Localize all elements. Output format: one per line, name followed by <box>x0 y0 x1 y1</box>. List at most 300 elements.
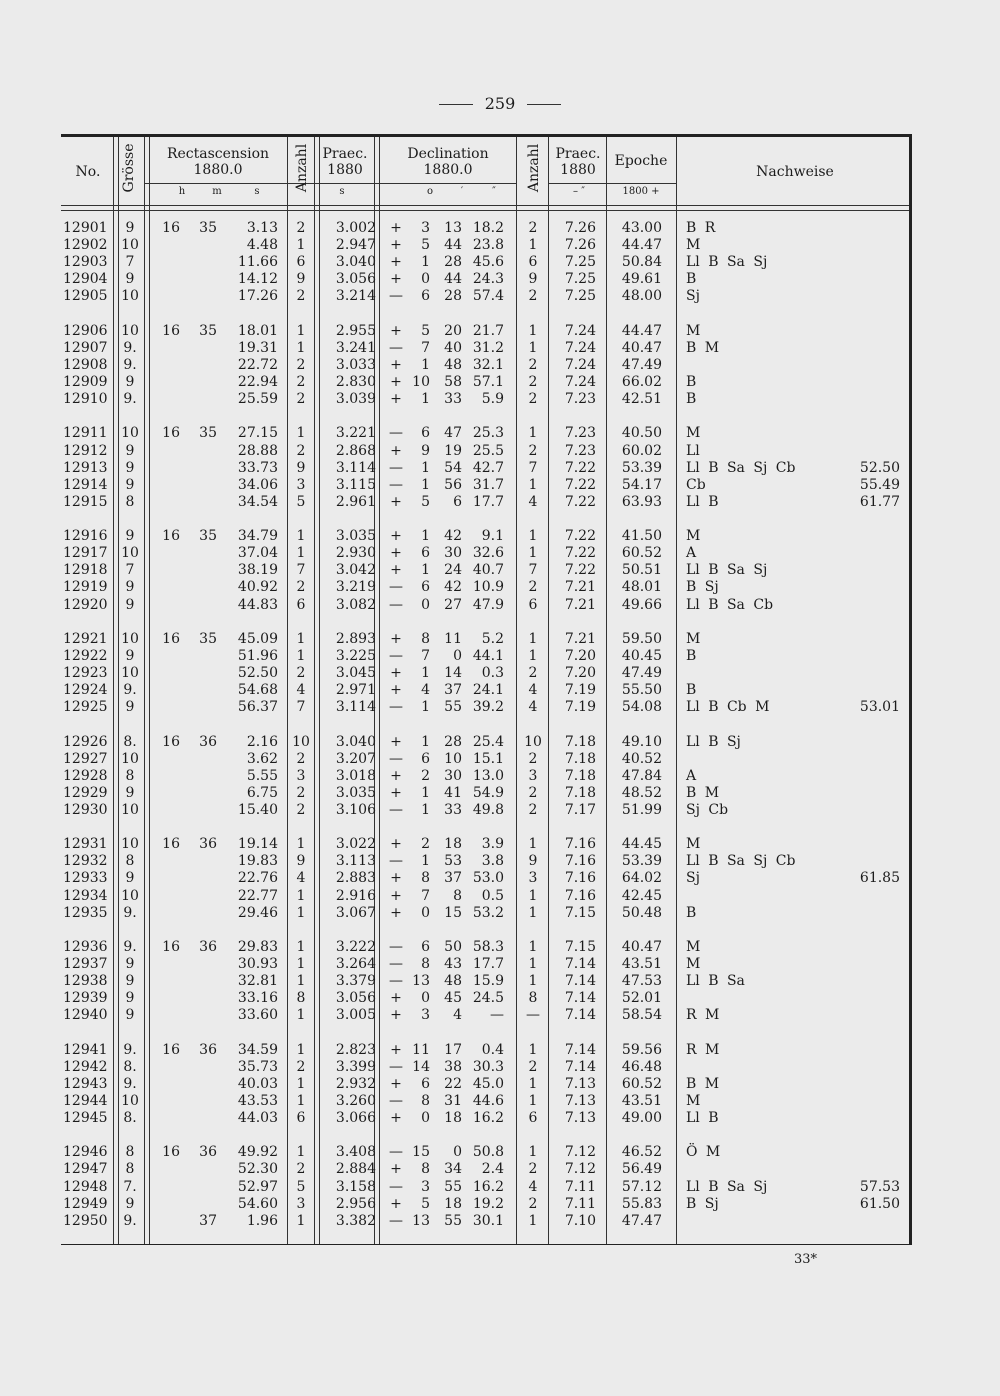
precession-ra-cell: 3.114 <box>335 699 376 716</box>
magnitude-cell: 9 <box>125 442 135 459</box>
decl-degrees-cell: 7 <box>421 647 430 664</box>
decl-minutes-cell: 0 <box>453 1144 462 1161</box>
precession-decl-cell: 7.18 <box>564 750 596 767</box>
decl-degrees-cell: 11 <box>412 1041 430 1058</box>
count-2-cell: 1 <box>528 476 538 493</box>
epoch-cell: 40.47 <box>621 339 662 356</box>
decl-degrees-cell: 5 <box>421 493 430 510</box>
table-row <box>0 528 1000 545</box>
header-rectascension: Rectascension <box>166 146 270 162</box>
epoch-cell: 60.02 <box>621 442 662 459</box>
decl-seconds-cell: 10.9 <box>472 579 504 596</box>
count-2-cell: 1 <box>528 339 538 356</box>
decl-seconds-cell: 53.2 <box>472 904 504 921</box>
decl-minutes-cell: 28 <box>444 733 462 750</box>
magnitude-cell: 8. <box>123 1058 137 1075</box>
epoch-cell: 47.84 <box>621 767 662 784</box>
decl-sign-cell: + <box>390 767 402 784</box>
magnitude-cell: 9. <box>123 1075 137 1092</box>
decl-seconds-cell: 45.0 <box>472 1075 504 1092</box>
references-cell: Ll B <box>686 493 719 510</box>
table-row <box>0 1213 1000 1230</box>
decl-sign-cell: + <box>390 322 402 339</box>
count-cell: 2 <box>296 391 306 408</box>
count-2-cell: 1 <box>528 647 538 664</box>
decl-sign-cell: — <box>389 956 403 972</box>
table-row <box>0 579 1000 596</box>
magnitude-cell: 8 <box>125 1161 135 1178</box>
ra-seconds-cell: 1.96 <box>246 1212 278 1229</box>
precession-decl-cell: 7.14 <box>564 956 596 972</box>
decl-minutes-cell: 37 <box>444 682 462 699</box>
decl-degrees-cell: 8 <box>421 870 430 887</box>
count-2-cell: 1 <box>528 630 538 647</box>
decl-sign-cell: + <box>390 1195 402 1212</box>
decl-degrees-cell: 1 <box>421 391 430 408</box>
count-cell: 2 <box>296 750 306 767</box>
decl-seconds-cell: 17.7 <box>472 493 504 510</box>
decl-sign-cell: — <box>389 1212 403 1229</box>
magnitude-cell: 10 <box>121 425 139 442</box>
decl-minutes-cell: 22 <box>444 1075 462 1092</box>
precession-decl-cell: 7.15 <box>564 938 596 955</box>
ra-seconds-cell: 45.09 <box>237 630 278 647</box>
count-2-cell: 2 <box>528 665 538 681</box>
count-cell: 1 <box>296 647 306 664</box>
precession-decl-cell: 7.20 <box>564 647 596 664</box>
table-row <box>0 271 1000 288</box>
decl-sign-cell: + <box>390 836 402 853</box>
precession-decl-cell: 7.18 <box>564 767 596 784</box>
ra-seconds-cell: 43.53 <box>237 1092 278 1109</box>
decl-minutes-cell: 54 <box>444 459 462 476</box>
precession-ra-cell: 3.035 <box>335 784 376 801</box>
decl-seconds-cell: 39.2 <box>472 699 504 716</box>
ra-seconds-cell: 4.48 <box>246 237 278 254</box>
decl-degrees-cell: 6 <box>421 545 430 562</box>
count-2-cell: 1 <box>528 1092 538 1109</box>
decl-degrees-cell: 0 <box>421 596 430 613</box>
precession-ra-cell: 3.214 <box>335 288 376 305</box>
star-number-cell: 12950 <box>63 1212 108 1229</box>
decl-minutes-cell: 17 <box>444 1041 462 1058</box>
count-cell: 1 <box>296 630 306 647</box>
magnitude-cell: 9 <box>125 596 135 613</box>
decl-sign-cell: — <box>389 973 403 990</box>
references-cell: Ll B Sa Sj <box>686 1178 768 1195</box>
decl-seconds-cell: 3.9 <box>481 836 504 853</box>
decl-seconds-cell: — <box>490 1007 504 1024</box>
star-number-cell: 12915 <box>63 493 108 510</box>
references-cell: A <box>686 545 697 562</box>
decl-minutes-cell: 58 <box>444 374 462 390</box>
count-cell: 7 <box>296 562 306 579</box>
precession-decl-cell: 7.11 <box>564 1195 596 1212</box>
references-cell: M <box>686 425 701 442</box>
decl-sign-cell: — <box>389 801 403 818</box>
decl-seconds-cell: 3.8 <box>481 853 504 870</box>
count-2-cell: 10 <box>524 733 542 750</box>
table-row <box>0 802 1000 819</box>
star-number-cell: 12901 <box>63 220 108 236</box>
decl-minutes-cell: 44 <box>444 271 462 288</box>
decl-degrees-cell: 1 <box>421 699 430 716</box>
count-2-cell: 2 <box>528 801 538 818</box>
ra-seconds-cell: 22.72 <box>237 356 278 373</box>
table-row <box>0 768 1000 785</box>
precession-decl-cell: 7.22 <box>564 459 596 476</box>
count-cell: 8 <box>296 990 306 1007</box>
star-number-cell: 12932 <box>63 853 108 870</box>
decl-degrees-cell: 3 <box>421 1007 430 1024</box>
magnitude-cell: 10 <box>121 1092 139 1109</box>
epoch-cell: 52.01 <box>621 990 662 1007</box>
precession-decl-cell: 7.22 <box>564 476 596 493</box>
header-anzahl-2: Anzahl <box>526 143 542 193</box>
references-cell: B <box>686 271 697 288</box>
count-cell: 1 <box>296 956 306 972</box>
precession-ra-cell: 3.221 <box>335 425 376 442</box>
count-2-cell: 4 <box>528 1178 538 1195</box>
decl-degrees-cell: 8 <box>421 630 430 647</box>
ra-seconds-cell: 28.88 <box>237 442 278 459</box>
table-row <box>0 785 1000 802</box>
extra-epoch-cell: 61.77 <box>859 493 900 510</box>
precession-ra-cell: 3.382 <box>335 1212 376 1229</box>
precession-decl-cell: 7.17 <box>564 801 596 818</box>
decl-degrees-cell: 3 <box>421 220 430 236</box>
references-cell: B M <box>686 339 720 356</box>
precession-decl-cell: 7.21 <box>564 630 596 647</box>
star-number-cell: 12912 <box>63 442 108 459</box>
count-2-cell: 1 <box>528 956 538 972</box>
table-row <box>0 477 1000 494</box>
epoch-cell: 47.49 <box>621 356 662 373</box>
decl-seconds-cell: 18.2 <box>472 220 504 236</box>
precession-decl-cell: 7.24 <box>564 322 596 339</box>
decl-sign-cell: + <box>390 442 402 459</box>
precession-ra-cell: 3.042 <box>335 562 376 579</box>
decl-minutes-cell: 24 <box>444 562 462 579</box>
precession-ra-cell: 3.207 <box>335 750 376 767</box>
magnitude-cell: 9. <box>123 391 137 408</box>
epoch-cell: 48.52 <box>621 784 662 801</box>
table-row <box>0 357 1000 374</box>
decl-degrees-cell: 1 <box>421 254 430 271</box>
star-number-cell: 12928 <box>63 767 108 784</box>
count-2-cell: 4 <box>528 699 538 716</box>
references-cell: Ll B Sa Sj <box>686 254 768 271</box>
header-rect-epoch: 1880.0 <box>193 162 243 178</box>
table-row <box>0 1161 1000 1178</box>
magnitude-cell: 9 <box>125 459 135 476</box>
precession-decl-cell: 7.26 <box>564 220 596 236</box>
star-number-cell: 12934 <box>63 887 108 904</box>
table-row <box>0 751 1000 768</box>
count-2-cell: 1 <box>528 1212 538 1229</box>
ra-seconds-cell: 19.31 <box>237 339 278 356</box>
ra-minutes-cell: 35 <box>199 528 217 545</box>
star-number-cell: 12939 <box>63 990 108 1007</box>
magnitude-cell: 9 <box>125 870 135 887</box>
star-number-cell: 12909 <box>63 374 108 390</box>
table-row <box>0 1007 1000 1024</box>
star-number-cell: 12940 <box>63 1007 108 1024</box>
decl-sign-cell: + <box>390 682 402 699</box>
references-cell: B <box>686 374 697 390</box>
count-cell: 2 <box>296 1161 306 1178</box>
magnitude-cell: 10 <box>121 801 139 818</box>
decl-sign-cell: + <box>390 665 402 681</box>
decl-sign-cell: + <box>390 1041 402 1058</box>
epoch-cell: 54.17 <box>621 476 662 493</box>
epoch-cell: 49.00 <box>621 1110 662 1126</box>
epoch-cell: 44.47 <box>621 322 662 339</box>
count-2-cell: 2 <box>528 391 538 408</box>
decl-minutes-cell: 14 <box>444 665 462 681</box>
extra-epoch-cell: 52.50 <box>859 459 900 476</box>
epoch-cell: 64.02 <box>621 870 662 887</box>
ra-seconds-cell: 34.54 <box>237 493 278 510</box>
count-cell: 3 <box>296 767 306 784</box>
decl-seconds-cell: 53.0 <box>472 870 504 887</box>
references-cell: B Sj <box>686 1195 719 1212</box>
ra-seconds-cell: 22.76 <box>237 870 278 887</box>
count-cell: 9 <box>296 271 306 288</box>
decl-minutes-cell: 34 <box>444 1161 462 1178</box>
star-number-cell: 12917 <box>63 545 108 562</box>
decl-degrees-cell: 5 <box>421 237 430 254</box>
star-number-cell: 12933 <box>63 870 108 887</box>
decl-degrees-cell: 1 <box>421 356 430 373</box>
precession-decl-cell: 7.14 <box>564 990 596 1007</box>
extra-epoch-cell: 57.53 <box>859 1178 900 1195</box>
precession-decl-cell: 7.22 <box>564 562 596 579</box>
decl-minutes-cell: 28 <box>444 254 462 271</box>
star-number-cell: 12916 <box>63 528 108 545</box>
references-cell: Ö M <box>686 1144 721 1161</box>
precession-decl-cell: 7.14 <box>564 1041 596 1058</box>
decl-minutes-cell: 40 <box>444 339 462 356</box>
precession-decl-cell: 7.23 <box>564 425 596 442</box>
decl-sign-cell: + <box>390 733 402 750</box>
table-row <box>0 1179 1000 1196</box>
precession-ra-cell: 2.884 <box>335 1161 376 1178</box>
star-number-cell: 12946 <box>63 1144 108 1161</box>
decl-minutes-cell: 53 <box>444 853 462 870</box>
ra-hours-cell: 16 <box>162 1144 180 1161</box>
table-row <box>0 340 1000 357</box>
magnitude-cell: 9 <box>125 699 135 716</box>
precession-decl-cell: 7.15 <box>564 904 596 921</box>
precession-ra-cell: 2.930 <box>335 545 376 562</box>
decl-sign-cell: + <box>390 1075 402 1092</box>
epoch-cell: 41.50 <box>621 528 662 545</box>
magnitude-cell: 9 <box>125 990 135 1007</box>
count-2-cell: 7 <box>528 459 538 476</box>
decl-sign-cell: + <box>390 545 402 562</box>
ra-seconds-cell: 3.62 <box>246 750 278 767</box>
count-cell: 1 <box>296 973 306 990</box>
table-row <box>0 665 1000 682</box>
decl-seconds-cell: 44.1 <box>472 647 504 664</box>
decl-degrees-cell: 5 <box>421 1195 430 1212</box>
ra-seconds-cell: 29.83 <box>237 938 278 955</box>
table-row <box>0 1059 1000 1076</box>
decl-minutes-cell: 56 <box>444 476 462 493</box>
table-row <box>0 734 1000 751</box>
references-cell: B <box>686 647 697 664</box>
ra-hours-cell: 16 <box>162 630 180 647</box>
decl-seconds-cell: 31.7 <box>472 476 504 493</box>
decl-sign-cell: — <box>389 1058 403 1075</box>
epoch-cell: 50.48 <box>621 904 662 921</box>
star-number-cell: 12943 <box>63 1075 108 1092</box>
magnitude-cell: 10 <box>121 630 139 647</box>
decl-seconds-cell: 49.8 <box>472 801 504 818</box>
table-row <box>0 288 1000 305</box>
precession-decl-cell: 7.22 <box>564 528 596 545</box>
precession-ra-cell: 3.067 <box>335 904 376 921</box>
decl-degrees-cell: 6 <box>421 1075 430 1092</box>
references-cell: M <box>686 237 701 254</box>
references-cell: A <box>686 767 697 784</box>
star-number-cell: 12947 <box>63 1161 108 1178</box>
count-2-cell: 1 <box>528 836 538 853</box>
decl-degrees-cell: 7 <box>421 887 430 904</box>
star-number-cell: 12926 <box>63 733 108 750</box>
precession-ra-cell: 3.040 <box>335 254 376 271</box>
star-number-cell: 12922 <box>63 647 108 664</box>
decl-seconds-cell: 32.1 <box>472 356 504 373</box>
count-cell: 1 <box>296 528 306 545</box>
ra-seconds-cell: 40.03 <box>237 1075 278 1092</box>
star-number-cell: 12941 <box>63 1041 108 1058</box>
star-number-cell: 12908 <box>63 356 108 373</box>
precession-decl-cell: 7.26 <box>564 237 596 254</box>
magnitude-cell: 9 <box>125 528 135 545</box>
ra-minutes-cell: 36 <box>199 1144 217 1161</box>
decl-seconds-cell: 0.5 <box>481 887 504 904</box>
ra-seconds-cell: 38.19 <box>237 562 278 579</box>
decl-sign-cell: — <box>389 288 403 305</box>
star-number-cell: 12920 <box>63 596 108 613</box>
decl-degrees-cell: 6 <box>421 425 430 442</box>
table-row <box>0 1076 1000 1093</box>
magnitude-cell: 8 <box>125 1144 135 1161</box>
decl-degrees-cell: 6 <box>421 938 430 955</box>
decl-minutes-cell: 55 <box>444 699 462 716</box>
count-2-cell: 1 <box>528 938 538 955</box>
magnitude-cell: 9. <box>123 1212 137 1229</box>
ra-seconds-cell: 44.83 <box>237 596 278 613</box>
decl-degrees-cell: 9 <box>421 442 430 459</box>
count-cell: 1 <box>296 887 306 904</box>
precession-ra-cell: 3.222 <box>335 938 376 955</box>
count-2-cell: 2 <box>528 579 538 596</box>
ra-seconds-cell: 37.04 <box>237 545 278 562</box>
table-row <box>0 1042 1000 1059</box>
header-rect-unit-m: m <box>212 186 222 197</box>
precession-decl-cell: 7.13 <box>564 1092 596 1109</box>
decl-minutes-cell: 31 <box>444 1092 462 1109</box>
count-2-cell: 1 <box>528 425 538 442</box>
count-cell: 2 <box>296 442 306 459</box>
decl-minutes-cell: 48 <box>444 973 462 990</box>
magnitude-cell: 9 <box>125 271 135 288</box>
precession-decl-cell: 7.11 <box>564 1178 596 1195</box>
decl-degrees-cell: 1 <box>421 733 430 750</box>
decl-minutes-cell: 43 <box>444 956 462 972</box>
count-cell: 2 <box>296 579 306 596</box>
ra-minutes-cell: 35 <box>199 630 217 647</box>
epoch-cell: 40.45 <box>621 647 662 664</box>
ra-seconds-cell: 51.96 <box>237 647 278 664</box>
decl-sign-cell: + <box>390 391 402 408</box>
decl-sign-cell: — <box>389 750 403 767</box>
decl-seconds-cell: 47.9 <box>472 596 504 613</box>
count-cell: 2 <box>296 356 306 373</box>
magnitude-cell: 7 <box>125 562 135 579</box>
count-2-cell: 2 <box>528 784 538 801</box>
ra-seconds-cell: 30.93 <box>237 956 278 972</box>
star-number-cell: 12918 <box>63 562 108 579</box>
decl-seconds-cell: 24.1 <box>472 682 504 699</box>
epoch-cell: 42.51 <box>621 391 662 408</box>
count-cell: 2 <box>296 784 306 801</box>
count-2-cell: 6 <box>528 1110 538 1126</box>
extra-epoch-cell: 61.85 <box>859 870 900 887</box>
count-cell: 1 <box>296 322 306 339</box>
decl-seconds-cell: 15.1 <box>472 750 504 767</box>
ra-minutes-cell: 36 <box>199 733 217 750</box>
table-row <box>0 699 1000 716</box>
count-2-cell: 2 <box>528 374 538 390</box>
precession-ra-cell: 2.893 <box>335 630 376 647</box>
precession-decl-cell: 7.14 <box>564 973 596 990</box>
precession-decl-cell: 7.19 <box>564 699 596 716</box>
decl-seconds-cell: 13.0 <box>472 767 504 784</box>
decl-minutes-cell: 41 <box>444 784 462 801</box>
count-2-cell: 8 <box>528 990 538 1007</box>
decl-sign-cell: + <box>390 493 402 510</box>
star-number-cell: 12948 <box>63 1178 108 1195</box>
count-cell: 7 <box>296 699 306 716</box>
decl-seconds-cell: 50.8 <box>472 1144 504 1161</box>
table-row <box>0 425 1000 442</box>
epoch-cell: 46.48 <box>621 1058 662 1075</box>
decl-sign-cell: + <box>390 1110 402 1126</box>
epoch-cell: 47.49 <box>621 665 662 681</box>
star-number-cell: 12944 <box>63 1092 108 1109</box>
ra-seconds-cell: 6.75 <box>246 784 278 801</box>
count-cell: 1 <box>296 1007 306 1024</box>
decl-minutes-cell: 33 <box>444 391 462 408</box>
decl-minutes-cell: 44 <box>444 237 462 254</box>
precession-decl-cell: 7.16 <box>564 870 596 887</box>
decl-minutes-cell: 45 <box>444 990 462 1007</box>
precession-ra-cell: 3.241 <box>335 339 376 356</box>
decl-sign-cell: — <box>389 425 403 442</box>
references-cell: R M <box>686 1041 720 1058</box>
decl-sign-cell: — <box>389 1092 403 1109</box>
decl-sign-cell: + <box>390 784 402 801</box>
star-number-cell: 12949 <box>63 1195 108 1212</box>
count-2-cell: 2 <box>528 220 538 236</box>
precession-ra-cell: 2.916 <box>335 887 376 904</box>
epoch-cell: 43.51 <box>621 1092 662 1109</box>
decl-seconds-cell: 16.2 <box>472 1110 504 1126</box>
